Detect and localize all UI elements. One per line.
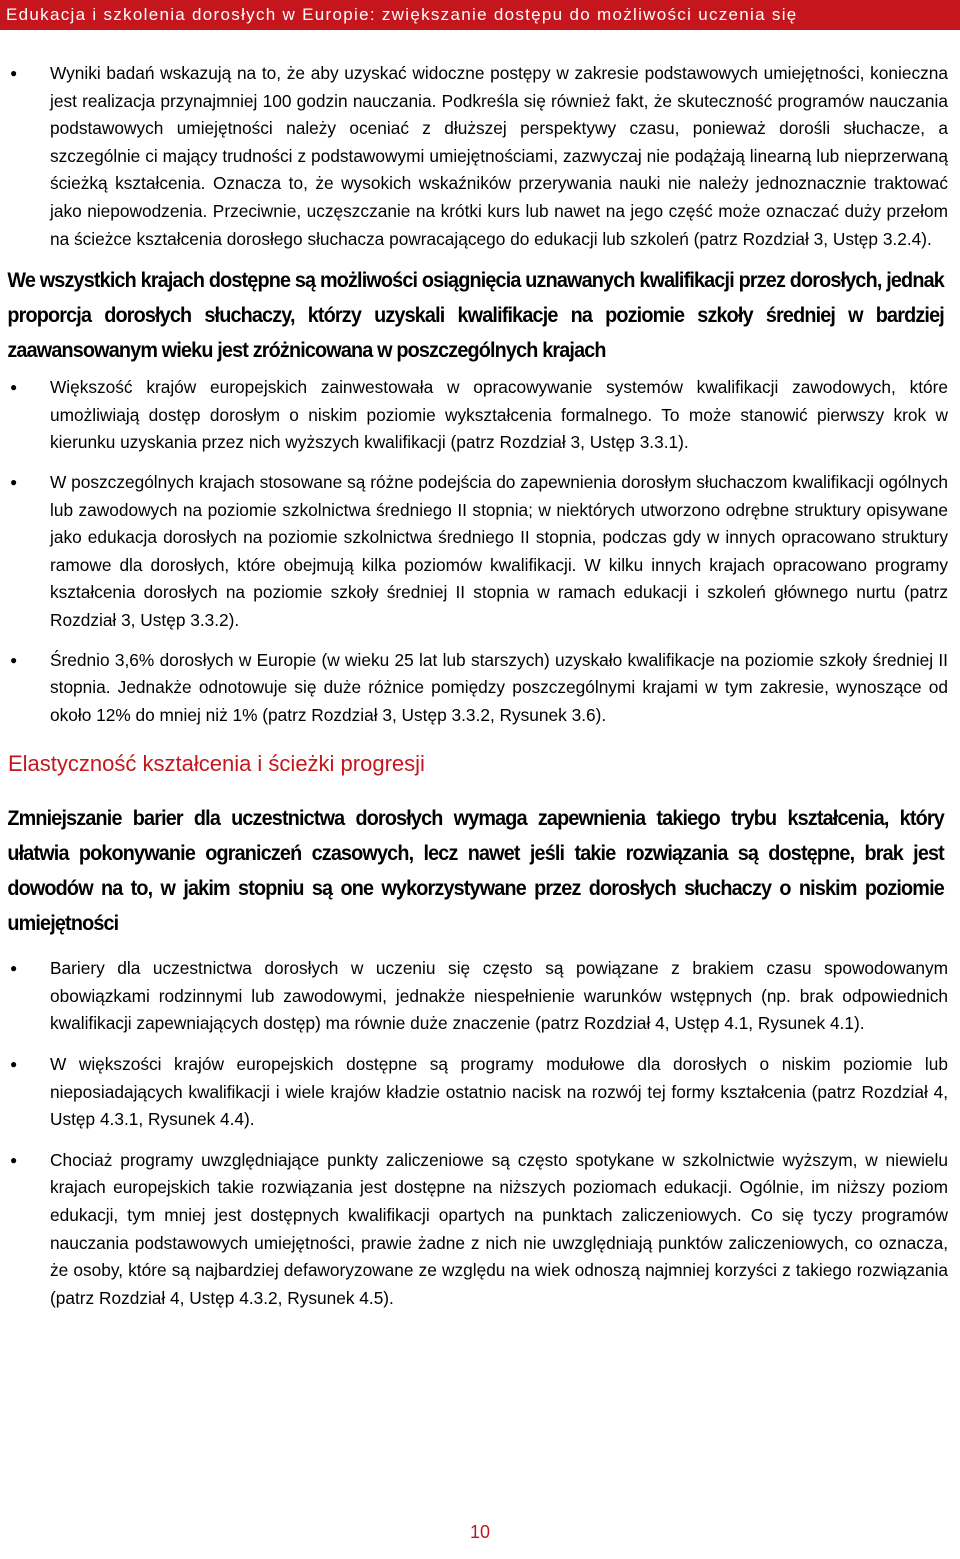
page-number: 10 (469, 1522, 491, 1542)
section2-list (0, 955, 960, 1312)
list-item (0, 374, 960, 457)
list-item-text: W większości krajów europejskich dostępne są programy modułowe dla dorosłych o niskim poziomie lub nieposiadających kwalifikacji i wiele krajów kładzie ostatnio nacisk na rozwój tej formy kształcenia (patrz Rozdział 4, Ustęp 4.3.1, Rysunek 4.4). (50, 1054, 948, 1130)
list-item-text: Chociaż programy uwzględniające punkty zaliczeniowe są często spotykane w szkolnictwie wyższym, w niewielu krajach europejskich takie rozwiązania jest dostępne na niższych poziomach edukacji. Ogólnie, im niższy poziom edukacji, tym mniej jest dostępnych kwalifikacji opartych na punktach zaliczeniowych. Co się tyczy programów nauczania podstawowych umiejętności, prawie żadne z nich nie uwzględniają punktów zaliczeniowych, co oznacza, że osoby, które są najbardziej defaworyzowane ze względu na wiek odnoszą najmniej korzyści z takiego rozwiązania (patrz Rozdział 4, Ustęp 4.3.2, Rysunek 4.5). (50, 1149, 948, 1308)
header-title: Edukacja i szkolenia dorosłych w Europie: zwiększanie dostępu do możliwości uczenia się (6, 5, 798, 24)
list-item (0, 647, 960, 730)
bullet-icon: ● (10, 66, 18, 80)
list-item (0, 1051, 960, 1134)
list-item-text: Średnio 3,6% dorosłych w Europie (w wieku 25 lat lub starszych) uzyskało kwalifikacje na poziomie szkoły średniej II stopnia. Jednakże odnotowuje się duże różnice pomiędzy poszczególnymi krajami w tym zakresie, wynoszące od około 12% do mniej niż 1% (patrz Rozdział 3, Ustęp 3.3.2, Rysunek 3.6). (50, 649, 948, 725)
bullet-icon: ● (10, 1057, 18, 1072)
list-item-text: Większość krajów europejskich zainwestowała w opracowywanie systemów kwalifikacji zawodowych, które umożliwiają dostęp dorosłym o niskim poziomie wykształcenia formalnego. To może stanowić pierwszy krok w kierunku uzyskania przez nich wyższych kwalifikacji (patrz Rozdział 3, Ustęp 3.3.1). (50, 377, 948, 453)
section-heading: We wszystkich krajach dostępne są możliwości osiągnięcia uznawanych kwalifikacji przez dorosłych, jednak proporcja dorosłych słuchaczy, którzy uzyskali kwalifikacje na poziomie szkoły średniej w bardziej zaawansowanym wieku jest zróżnicowana w poszczególnych krajach (7, 268, 944, 363)
bullet-icon: ● (10, 380, 18, 395)
list-item (0, 1147, 960, 1313)
list-item (0, 469, 960, 635)
section1-list (0, 374, 960, 729)
list-item-text: W poszczególnych krajach stosowane są różne podejścia do zapewnienia dorosłym słuchaczom kwalifikacji ogólnych lub zawodowych na poziomie szkolnictwa średniego II stopnia; w niektórych utworzono odrębne struktury opisywane jako edukacja dorosłych na poziomie szkolnictwa średniego II stopnia, podczas gdy w innych opracowano struktury ramowe dla dorosłych, które obejmują kilka poziomów kwalifikacji. W kilku innych krajach opracowano programy kształcenia dorosłych na poziomie szkoły średniej II stopnia w ramach edukacji i szkoleń głównego nurtu (patrz Rozdział 3, Ustęp 3.3.2). (50, 471, 948, 630)
list-item (0, 955, 960, 1038)
bullet-icon: ● (10, 961, 18, 976)
list-item (0, 60, 960, 253)
bullet-icon: ● (10, 474, 18, 489)
list-item-text: Wyniki badań wskazują na to, że aby uzyskać widoczne postępy w zakresie podstawowych umiejętności, konieczna jest realizacja przynajmniej 100 godzin nauczania. Podkreśla się również fakt, że skuteczność programów nauczania podstawowych umiejętności należy oceniać z dłuższej perspektywy czasu, ponieważ dorośli słuchacze, a szczególnie ci mający trudności z podstawowymi umiejętnościami, zazwyczaj nie podążają linearną lub nieprzerwaną ścieżką kształcenia. Oznacza to, że wysokich wskaźników przerywania nauki nie należy jednoznacznie traktować jako niepowodzenia. Przeciwnie, uczęszczanie na krótki kurs lub nawet na jego część może oznaczać duży przełom na ścieżce kształcenia dorosłego słuchacza powracającego do edukacji lub szkoleń (patrz Rozdział 3, Ustęp 3.2.4). (50, 63, 948, 249)
list-item-text: Bariery dla uczestnictwa dorosłych w uczeniu się często są powiązane z brakiem czasu spowodowanym obowiązkami rodzinnymi lub zawodowymi, jednakże niespełnienie warunków wstępnych (np. brak odpowiednich kwalifikacji zapewniających dostęp) ma równie duże znaczenie (patrz Rozdział 4, Ustęp 4.1, Rysunek 4.1). (50, 958, 948, 1034)
main-content (0, 60, 960, 1312)
page-header-bar (0, 0, 960, 30)
section-title: Elastyczność kształcenia i ścieżki progresji (8, 751, 425, 777)
intro-list (0, 60, 960, 253)
section-heading: Zmniejszanie barier dla uczestnictwa dorosłych wymaga zapewnienia takiego trybu kształcenia, który ułatwia pokonywanie ograniczeń czasowych, lecz nawet jeśli takie rozwiązania są dostępne, brak jest dowodów na to, w jakim stopniu są one wykorzystywane przez dorosłych słuchaczy o niskim poziomie umiejętności (7, 806, 944, 936)
bullet-icon: ● (10, 1152, 18, 1167)
bullet-icon: ● (10, 652, 18, 667)
